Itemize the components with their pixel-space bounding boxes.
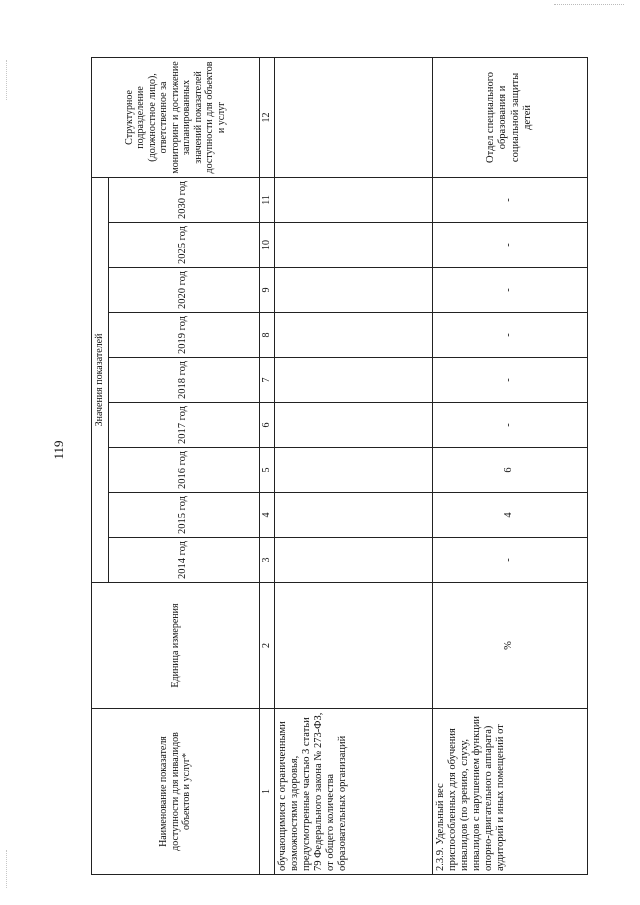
column-index: 9 [259, 268, 274, 313]
indicator-value: - [432, 268, 587, 313]
indicator-value [274, 448, 432, 493]
table-row [432, 57, 587, 874]
indicator-value [274, 493, 432, 538]
indicator-responsible [274, 57, 432, 177]
indicator-value [274, 538, 432, 583]
indicator-value [274, 313, 432, 358]
indicator-value: - [432, 177, 587, 222]
indicator-unit [274, 583, 432, 709]
indicator-name: обучающимися с ограниченными возможностями здоровья, предусмотренные частью 3 статьи 79 Федерального закона № 273-ФЗ, от общего количества образовательных организаций [274, 709, 432, 875]
header-year: 2014 год [108, 538, 259, 583]
column-index: 12 [259, 57, 274, 177]
indicator-value: - [432, 538, 587, 583]
indicator-value: 6 [432, 448, 587, 493]
column-index: 6 [259, 403, 274, 448]
header-year: 2018 год [108, 358, 259, 403]
column-index: 1 [259, 709, 274, 875]
column-index-row [259, 57, 274, 874]
indicator-value [274, 358, 432, 403]
header-values-group: Значения показателей [92, 177, 109, 582]
indicator-name: 2.3.9. Удельный вес приспособленных для обучения инвалидов (по зрению, слуху, инвалидов с нарушением функции опорно-двигательного аппарата) аудиторий и иных помещений от [432, 709, 587, 875]
indicator-value [274, 268, 432, 313]
header-unit: Единица измерения [92, 583, 260, 709]
header-year: 2016 год [108, 448, 259, 493]
header-year: 2019 год [108, 313, 259, 358]
accessibility-indicators-table [91, 57, 588, 875]
page-number: 119 [51, 440, 66, 460]
column-index: 7 [259, 358, 274, 403]
header-year: 2015 год [108, 493, 259, 538]
scan-edge-mark-left [6, 60, 8, 100]
indicator-unit: % [432, 583, 587, 709]
column-index: 8 [259, 313, 274, 358]
header-year: 2025 год [108, 223, 259, 268]
column-index: 10 [259, 223, 274, 268]
indicator-responsible: Отдел специального образования и социальной защиты детей [432, 57, 587, 177]
header-name: Наименование показателя доступности для инвалидов объектов и услуг* [92, 709, 260, 875]
document-sheet [91, 58, 586, 875]
scan-edge-mark [554, 4, 624, 6]
indicator-value [274, 177, 432, 222]
header-year: 2030 год [108, 177, 259, 222]
column-index: 3 [259, 538, 274, 583]
column-index: 2 [259, 583, 274, 709]
table-row [274, 57, 432, 874]
scan-edge-mark-left-bottom [6, 850, 8, 888]
indicator-value: - [432, 403, 587, 448]
indicator-value [274, 223, 432, 268]
column-index: 5 [259, 448, 274, 493]
column-index: 11 [259, 177, 274, 222]
indicator-value [274, 403, 432, 448]
header-year: 2017 год [108, 403, 259, 448]
header-responsible: Структурное подразделение (должностное лицо), ответственное за мониторинг и достижение запланированных значений показателей доступности для объектов и услуг [92, 57, 260, 177]
indicator-value: 4 [432, 493, 587, 538]
indicator-value: - [432, 223, 587, 268]
rotated-table-container [91, 58, 586, 875]
indicator-value: - [432, 358, 587, 403]
header-year: 2020 год [108, 268, 259, 313]
indicator-value: - [432, 313, 587, 358]
column-index: 4 [259, 493, 274, 538]
